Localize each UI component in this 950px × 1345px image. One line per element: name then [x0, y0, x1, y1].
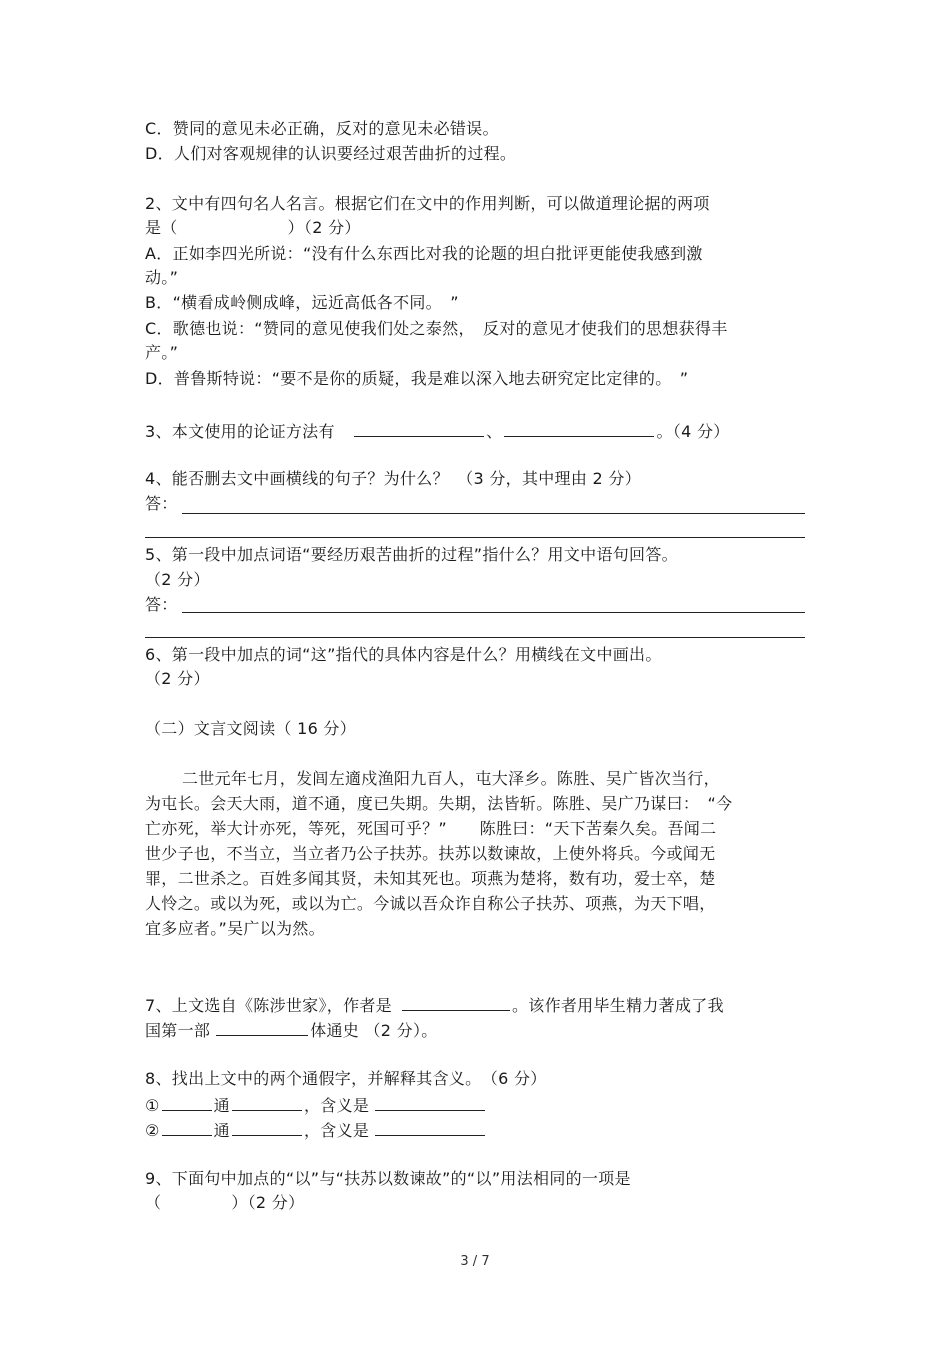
q1-option-d: D．人们对客观规律的认识要经过艰苦曲折的过程。	[145, 144, 517, 163]
q7-line2-text: 国第一部	[145, 1021, 211, 1040]
q1-option-c: C．赞同的意见未必正确，反对的意见未必错误。	[145, 119, 499, 138]
q2-option-c-line1: C．歌德也说：“赞同的意见使我们处之泰然， 反对的意见才使我们的思想获得丰	[145, 319, 728, 338]
passage-line: 罪，二世杀之。百姓多闻其贤，未知其死也。项燕为楚将，数有功，爱士卒，楚	[145, 869, 716, 888]
q5-answer-label: 答：	[145, 595, 178, 614]
page-number: 3 / 7	[460, 1254, 490, 1269]
q8-item-1-mark: ①	[145, 1096, 160, 1115]
q5-answer-line-2[interactable]	[145, 637, 805, 638]
q7-line2	[145, 1019, 438, 1041]
q2-stem-line1: 2、文中有四句名人名言。根据它们在文中的作用判断，可以做道理论据的两项	[145, 194, 710, 213]
passage-line: 世少子也，不当立，当立者乃公子扶苏。扶苏以数谏故，上使外将兵。今或闻无	[145, 844, 716, 863]
q2-option-a-line2: 动。”	[145, 268, 179, 287]
q7-line1	[145, 994, 724, 1016]
q8-item-1-meaning-label: ，含义是	[303, 1096, 370, 1115]
q4-answer-label: 答：	[145, 494, 178, 513]
q9-answer-line	[145, 1193, 304, 1213]
q8-item-2-meaning-label: ，含义是	[303, 1121, 370, 1140]
q3-separator: 、	[486, 422, 503, 441]
q9-stem: 9、下面句中加点的“以”与“扶苏以数谏故”的“以”用法相同的一项是	[145, 1169, 631, 1188]
q7-stem: 7、上文选自《陈涉世家》，作者是	[145, 996, 392, 1015]
q2-option-a-line1: A．正如李四光所说：“没有什么东西比对我的论题的坦白批评更能使我感到激	[145, 244, 703, 263]
q2-option-c-line2: 产。”	[145, 343, 179, 362]
q8-item-2-original-blank[interactable]	[232, 1119, 302, 1136]
q4-answer-line-2[interactable]	[145, 537, 805, 538]
q2-stem-line2	[145, 218, 361, 238]
q4-answer-line-1[interactable]	[182, 513, 805, 514]
q6-stem-line1: 6、第一段中加点的词“这”指代的具体内容是什么？用横线在文中画出。	[145, 645, 662, 664]
q2-paren-open: 是（	[145, 218, 178, 237]
q8-item-1-char-blank[interactable]	[162, 1094, 212, 1111]
q4-stem: 4、能否删去文中画横线的句子？为什么？ （3 分，其中理由 2 分）	[145, 469, 641, 488]
q3-stem: 3、本文使用的论证方法有	[145, 422, 335, 441]
passage-line: 宜多应者。”吴广以为然。	[145, 919, 325, 938]
q7-author-blank[interactable]	[402, 994, 510, 1011]
q7-stem-cont: 。该作者用毕生精力著成了我	[511, 996, 724, 1015]
q8-item-1	[145, 1094, 487, 1116]
q7-book-blank[interactable]	[216, 1019, 308, 1036]
q9-paren-close: ）（2 分）	[231, 1193, 305, 1212]
q3-line	[145, 420, 730, 442]
q7-line2-score: 体通史 （2 分）。	[310, 1021, 438, 1040]
q8-item-2-meaning-blank[interactable]	[375, 1119, 485, 1136]
q3-score: 。（4 分）	[656, 422, 730, 441]
q6-stem-line2: （2 分）	[145, 669, 210, 688]
q8-item-2-tong: 通	[213, 1121, 230, 1140]
q5-stem-line2: （2 分）	[145, 570, 210, 589]
q3-blank-1[interactable]	[354, 420, 484, 437]
q3-blank-2[interactable]	[504, 420, 654, 437]
q2-option-b: B．“横看成岭侧成峰，远近高低各不同。 ”	[145, 293, 459, 312]
section-classical-reading-title: （二）文言文阅读（ 16 分）	[145, 719, 357, 738]
passage-line: 二世元年七月，发闾左適戍渔阳九百人，屯大泽乡。陈胜、吴广皆次当行，	[182, 769, 720, 788]
q5-stem-line1: 5、第一段中加点词语“要经历艰苦曲折的过程”指什么？用文中语句回答。	[145, 545, 678, 564]
q8-stem: 8、找出上文中的两个通假字，并解释其含义。 （6 分）	[145, 1069, 547, 1088]
q9-paren-open: （	[145, 1193, 162, 1212]
passage-line: 人怜之。或以为死，或以为亡。今诚以吾众诈自称公子扶苏、项燕，为天下唱，	[145, 894, 716, 913]
q8-item-2-mark: ②	[145, 1121, 160, 1140]
passage-line: 为屯长。会天大雨，道不通，度已失期。失期，法皆斩。陈胜、吴广乃谋曰： “今	[145, 794, 733, 813]
passage-line: 亡亦死，举大计亦死，等死，死国可乎？” 陈胜曰：“天下苦秦久矣。吾闻二	[145, 819, 717, 838]
q8-item-2	[145, 1119, 487, 1141]
q2-option-d: D．普鲁斯特说：“要不是你的质疑，我是难以深入地去研究定比定律的。 ”	[145, 369, 689, 388]
q8-item-1-meaning-blank[interactable]	[375, 1094, 485, 1111]
q5-answer-line-1[interactable]	[182, 612, 805, 613]
q8-item-1-tong: 通	[213, 1096, 230, 1115]
q2-paren-close: ）（2 分）	[287, 218, 361, 237]
q8-item-2-char-blank[interactable]	[162, 1119, 212, 1136]
q8-item-1-original-blank[interactable]	[232, 1094, 302, 1111]
